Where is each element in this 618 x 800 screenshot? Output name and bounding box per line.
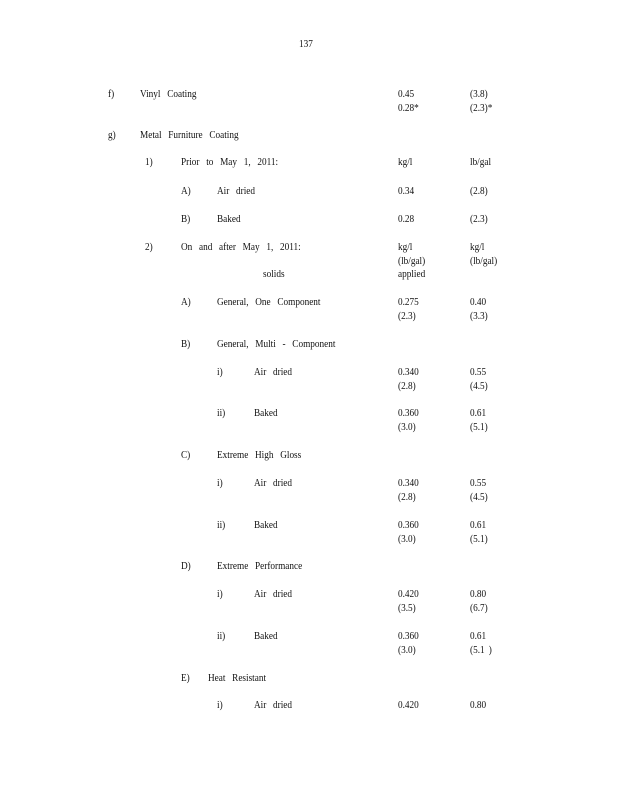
item-marker: i) xyxy=(217,367,223,378)
item-label: Air dried xyxy=(254,478,293,489)
value-col2: 0.80 xyxy=(470,589,487,600)
item-label: Baked xyxy=(254,408,278,419)
value-col1: 0.360 xyxy=(398,408,419,419)
value-col2: (3.3) xyxy=(470,310,488,322)
page-number: 137 xyxy=(299,39,313,50)
item-label: Extreme High Gloss xyxy=(217,450,302,461)
value-col1: 0.45 xyxy=(398,89,415,100)
item-label: Metal Furniture Coating xyxy=(140,130,239,141)
item-label: General, Multi - Component xyxy=(217,339,336,350)
value-col1: applied xyxy=(398,269,426,280)
value-col2: (2.8) xyxy=(470,186,488,197)
item-marker: ii) xyxy=(217,408,226,419)
item-label: Air dried xyxy=(254,589,293,600)
value-col2: (4.5) xyxy=(470,380,488,392)
item-marker: i) xyxy=(217,700,223,711)
item-marker: A) xyxy=(181,186,191,197)
value-col1: 0.420 xyxy=(398,700,419,711)
value-col1: 0.275 xyxy=(398,297,419,308)
item-marker: ii) xyxy=(217,520,226,531)
item-marker: A) xyxy=(181,297,191,308)
item-marker: i) xyxy=(217,589,223,600)
item-label: Prior to May 1, 2011: xyxy=(181,157,279,168)
item-label: On and after May 1, 2011: xyxy=(181,242,301,253)
value-col1: (3.0) xyxy=(398,421,416,433)
value-col1: (3.0) xyxy=(398,644,416,656)
value-col1: kg/l xyxy=(398,242,413,253)
value-col2: 0.40 xyxy=(470,297,487,308)
value-col1: kg/l xyxy=(398,157,413,168)
value-col2: (2.3)* xyxy=(470,102,493,114)
value-col1: 0.420 xyxy=(398,589,419,600)
value-col2: 0.61 xyxy=(470,631,487,642)
value-col1: 0.340 xyxy=(398,478,419,489)
item-marker: D) xyxy=(181,561,191,572)
item-label: Heat Resistant xyxy=(208,673,267,684)
item-label: Air dried xyxy=(217,186,256,197)
item-label: Air dried xyxy=(254,367,293,378)
item-marker: 1) xyxy=(145,157,153,168)
item-label: Air dried xyxy=(254,700,293,711)
value-col1: 0.28 xyxy=(398,214,415,225)
value-col1: 0.340 xyxy=(398,367,419,378)
value-col1: (2.3) xyxy=(398,310,416,322)
item-label: Extreme Performance xyxy=(217,561,303,572)
value-col2: (2.3) xyxy=(470,214,488,225)
value-col1: 0.360 xyxy=(398,520,419,531)
value-col1: (2.8) xyxy=(398,380,416,392)
value-col1: 0.28* xyxy=(398,102,419,114)
value-col2: 0.61 xyxy=(470,520,487,531)
value-col2: (lb/gal) xyxy=(470,255,498,267)
item-sublabel: solids xyxy=(263,269,285,280)
item-marker: g) xyxy=(108,130,116,141)
value-col2: 0.55 xyxy=(470,367,487,378)
value-col1: (3.5) xyxy=(398,602,416,614)
value-col1: (2.8) xyxy=(398,491,416,503)
item-label: Vinyl Coating xyxy=(140,89,197,100)
item-marker: B) xyxy=(181,339,191,350)
value-col2: (4.5) xyxy=(470,491,488,503)
value-col1: (lb/gal) xyxy=(398,255,426,267)
item-label: General, One Component xyxy=(217,297,321,308)
value-col2: 0.80 xyxy=(470,700,487,711)
value-col1: 0.34 xyxy=(398,186,415,197)
value-col2: kg/l xyxy=(470,242,485,253)
value-col2: (5.1) xyxy=(470,421,488,433)
value-col2: 0.55 xyxy=(470,478,487,489)
item-marker: 2) xyxy=(145,242,153,253)
item-marker: i) xyxy=(217,478,223,489)
value-col2: 0.61 xyxy=(470,408,487,419)
item-marker: E) xyxy=(181,673,190,684)
item-label: Baked xyxy=(254,520,278,531)
value-col2: lb/gal xyxy=(470,157,492,168)
value-col2: (5.1) xyxy=(470,533,488,545)
item-marker: f) xyxy=(108,89,115,100)
value-col1: (3.0) xyxy=(398,533,416,545)
item-label: Baked xyxy=(254,631,278,642)
value-col1: 0.360 xyxy=(398,631,419,642)
item-marker: C) xyxy=(181,450,191,461)
value-col2: (5.1 ) xyxy=(470,644,492,656)
item-label: Baked xyxy=(217,214,241,225)
value-col2: (3.8) xyxy=(470,89,488,100)
item-marker: B) xyxy=(181,214,191,225)
item-marker: ii) xyxy=(217,631,226,642)
value-col2: (6.7) xyxy=(470,602,488,614)
